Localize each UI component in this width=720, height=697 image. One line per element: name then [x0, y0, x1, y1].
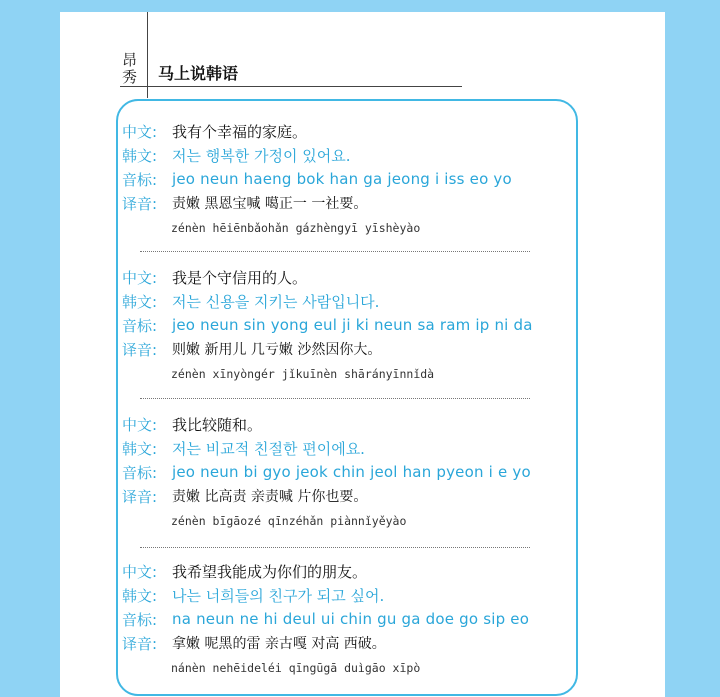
pinyin-text: zénèn hēiēnbǎohǎn gázhèngyī yīshèyào [171, 221, 421, 235]
dotted-divider [140, 251, 530, 252]
chinese-text: 我比较随和。 [172, 415, 263, 434]
korean-text: 저는 행복한 가정이 있어요. [172, 146, 351, 165]
brand-logo [122, 52, 142, 86]
romanization-text: jeo neun haeng bok han ga jeong i iss eo yo [172, 170, 512, 188]
romanization-label: 音标: [122, 316, 158, 335]
homophone-row [122, 337, 572, 361]
romanization-text: jeo neun sin yong eul ji ki neun sa ram ip ni da [172, 316, 533, 334]
romanization-text: jeo neun bi gyo jeok chin jeol han pyeon i e yo [172, 463, 531, 481]
romanization-label: 音标: [122, 610, 158, 629]
phrase-entry [122, 119, 572, 241]
brand-char-1: 昂 [122, 51, 138, 69]
korean-label: 韩文: [122, 439, 158, 458]
romanization-row [122, 460, 572, 484]
chinese-row [122, 559, 572, 583]
korean-row [122, 289, 572, 313]
homophone-label: 译音: [122, 194, 158, 213]
chinese-label: 中文: [122, 415, 158, 434]
homophone-label: 译音: [122, 487, 158, 506]
chinese-text: 我希望我能成为你们的朋友。 [172, 562, 368, 581]
brand-char-2: 秀 [122, 68, 138, 86]
chinese-text: 我有个幸福的家庭。 [172, 122, 308, 141]
chinese-row [122, 412, 572, 436]
romanization-row [122, 167, 572, 191]
korean-text: 나는 너희들의 친구가 되고 싶어. [172, 586, 385, 605]
phrase-entry [122, 265, 572, 387]
header-rule [120, 86, 462, 87]
homophone-label: 译音: [122, 340, 158, 359]
dotted-divider [140, 547, 530, 548]
korean-row [122, 583, 572, 607]
romanization-label: 音标: [122, 170, 158, 189]
chinese-label: 中文: [122, 122, 158, 141]
romanization-label: 音标: [122, 463, 158, 482]
romanization-row [122, 607, 572, 631]
korean-row [122, 436, 572, 460]
pinyin-text: nánèn nehēideléi qīngūgā duìgāo xīpò [171, 661, 421, 675]
chinese-label: 中文: [122, 268, 158, 287]
homophone-text: 则嫩 新用儿 几亏嫩 沙然因你大。 [172, 342, 382, 358]
romanization-row [122, 313, 572, 337]
homophone-row [122, 191, 572, 215]
homophone-label: 译音: [122, 634, 158, 653]
romanization-text: na neun ne hi deul ui chin gu ga doe go sip eo [172, 610, 530, 628]
pinyin-text: zénèn bīgāozé qīnzéhǎn piànnǐyěyào [171, 514, 407, 528]
korean-label: 韩文: [122, 146, 158, 165]
korean-label: 韩文: [122, 586, 158, 605]
korean-label: 韩文: [122, 292, 158, 311]
phrase-entry [122, 412, 572, 534]
korean-text: 저는 신용을 지키는 사람입니다. [172, 292, 380, 311]
chinese-row [122, 265, 572, 289]
homophone-row [122, 631, 572, 655]
homophone-text: 拿嫩 呢黑的雷 亲古嘎 对高 西破。 [172, 636, 386, 652]
dotted-divider [140, 398, 530, 399]
chinese-label: 中文: [122, 562, 158, 581]
korean-text: 저는 비교적 친절한 편이에요. [172, 439, 365, 458]
pinyin-text: zénèn xīnyòngér jǐkuīnèn shārányīnnǐdà [171, 367, 435, 381]
homophone-text: 责嫩 比高责 亲责喊 片你也要。 [172, 489, 368, 505]
book-title: 马上说韩语 [158, 64, 239, 83]
chinese-text: 我是个守信用的人。 [172, 268, 308, 287]
homophone-text: 责嫩 黑恩宝喊 噶正一 一社要。 [172, 196, 368, 212]
book-page [60, 12, 665, 697]
korean-row [122, 143, 572, 167]
homophone-row [122, 484, 572, 508]
chinese-row [122, 119, 572, 143]
phrase-entry [122, 559, 572, 681]
